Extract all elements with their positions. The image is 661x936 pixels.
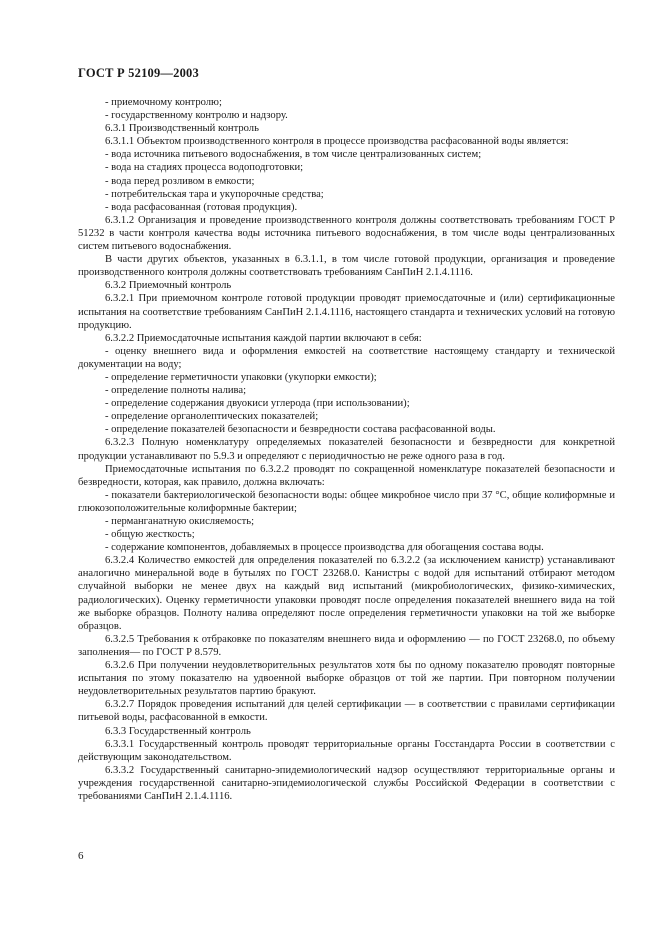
section-heading: 6.3.1 Производственный контроль bbox=[105, 123, 259, 135]
paragraph: 6.3.2.3 Полную номенклатуру определяемых показателей безопасности и безвредности для конкретной продукции устанавливают по 5.9.3 и определяют с периодичностью не реже одного раза в год. bbox=[78, 437, 615, 462]
list-item: - вода перед розливом в емкости; bbox=[105, 175, 255, 187]
standard-header: ГОСТ Р 52109—2003 bbox=[78, 66, 199, 80]
list-item: - определение герметичности упаковки (укупорки емкости); bbox=[105, 371, 377, 383]
paragraph: 6.3.1.2 Организация и проведение производственного контроля должны соответствовать требованиям ГОСТ Р 51232 в части контроля качества воды источника питьевого водоснабжения, в том числе воды централизованных систем питьевого водоснабжения. bbox=[78, 214, 615, 253]
paragraph: 6.3.3.1 Государственный контроль проводят территориальные органы Госстандарта России в соответствии с действующим законодательством. bbox=[78, 738, 615, 763]
section-heading: 6.3.3 Государственный контроль bbox=[105, 725, 251, 737]
list-item: - общую жесткость; bbox=[105, 529, 195, 541]
list-item: - определение полноты налива; bbox=[105, 385, 247, 397]
paragraph: 6.3.2.7 Порядок проведения испытаний для целей сертификации — в соответствии с правилами сертификации питьевой воды, расфасованной в емкости. bbox=[78, 699, 615, 724]
list-item: - определение органолептических показателей; bbox=[105, 411, 319, 423]
list-item: - потребительская тара и укупорочные средства; bbox=[105, 188, 324, 200]
list-item: - государственному контролю и надзору. bbox=[105, 110, 288, 122]
paragraph: 6.3.2.5 Требования к отбраковке по показателям внешнего вида и оформлению — по ГОСТ 23268.0, по объему заполнения— по ГОСТ Р 8.579. bbox=[78, 633, 615, 658]
list-item: - вода расфасованная (готовая продукция). bbox=[105, 201, 298, 213]
list-item: - перманганатную окисляемость; bbox=[105, 516, 255, 527]
list-item: - вода источника питьевого водоснабжения, в том числе централизованных систем; bbox=[105, 149, 482, 161]
list-item: - вода на стадиях процесса водоподготовки; bbox=[105, 162, 304, 174]
paragraph: 6.3.2.1 При приемочном контроле готовой продукции проводят приемосдаточные и (или) сертификационные испытания на соответствие требованиям СанПиН 2.1.4.1116, настоящего стандарта и технических условий на готовую продукцию. bbox=[78, 293, 615, 331]
section-heading: 6.3.2 Приемочный контроль bbox=[105, 280, 232, 292]
list-item: - приемочному контролю; bbox=[105, 97, 222, 108]
list-item: - оценку внешнего вида и оформления емкостей на соответствие настоящему стандарту и технической документации на воду; bbox=[78, 345, 615, 370]
paragraph: В части других объектов, указанных в 6.3.1.1, в том числе готовой продукции, организация и проведение производственного контроля должны соответствовать требованиям СанПиН 2.1.4.1116. bbox=[78, 254, 615, 279]
paragraph: 6.3.2.2 Приемосдаточные испытания каждой партии включают в себя: bbox=[105, 332, 422, 344]
list-item: - содержание компонентов, добавляемых в процессе производства для обогащения состава воды. bbox=[105, 542, 544, 554]
document-body bbox=[78, 96, 615, 803]
paragraph: 6.3.1.1 Объектом производственного контроля в процессе производства расфасованной воды является: bbox=[105, 136, 569, 148]
paragraph: 6.3.2.6 При получении неудовлетворительных результатов хотя бы по одному показателю проводят повторные испытания по этому показателю на удвоенной выборке образцов от той же партии. При повторном получении неудовлетворительных результатов партию бракуют. bbox=[78, 660, 615, 698]
paragraph: 6.3.3.2 Государственный санитарно-эпидемиологический надзор осуществляют территориальные органы и учреждения государственной санитарно-эпидемиологической службы Российской Федерации в соответствии с требованиями СанПиН 2.1.4.1116. bbox=[78, 764, 615, 802]
page-number: 6 bbox=[78, 850, 84, 862]
paragraph: Приемосдаточные испытания по 6.3.2.2 проводят по сокращенной номенклатуре показателей безопасности и безвредности, которая, как правило, должна включать: bbox=[78, 463, 615, 488]
list-item: - показатели бактериологической безопасности воды: общее микробное число при 37 °С, общие колиформные и глюкозоположительные колиформные бактерии; bbox=[78, 489, 615, 514]
list-item: - определение содержания двуокиси углерода (при использовании); bbox=[105, 398, 410, 410]
list-item: - определение показателей безопасности и безвредности состава расфасованной воды. bbox=[105, 424, 496, 436]
paragraph: 6.3.2.4 Количество емкостей для определения показателей по 6.3.2.2 (за исключением канистр) устанавливают аналогично минеральной воде в бутылях по ГОСТ 23268.0. Канистры с водой для испытаний отбирают методом случайной выборки не менее двух на каждый вид испытаний (микробиологических, физико-химических, радиологических). Оценку герметичности упаковки проводят после определения показателей внешнего вида на той же выборке образцов. Полноту налива определяют после определения герметичности упаковки на той же выборке образцов. bbox=[78, 555, 615, 632]
